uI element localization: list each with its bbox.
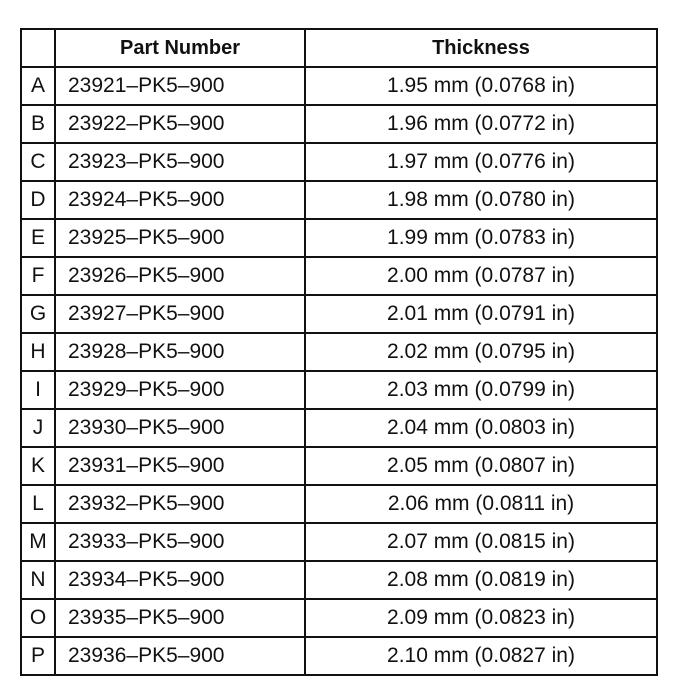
- thickness-cell: 2.00 mm (0.0787 in): [305, 257, 657, 295]
- part-number-cell: 23931–PK5–900: [55, 447, 305, 485]
- row-letter: J: [21, 409, 55, 447]
- thickness-cell: 2.08 mm (0.0819 in): [305, 561, 657, 599]
- part-number-cell: 23922–PK5–900: [55, 105, 305, 143]
- row-letter: C: [21, 143, 55, 181]
- part-number-cell: 23928–PK5–900: [55, 333, 305, 371]
- table-row: [21, 295, 657, 333]
- part-number-cell: 23923–PK5–900: [55, 143, 305, 181]
- row-letter: I: [21, 371, 55, 409]
- header-part-number: Part Number: [55, 29, 305, 67]
- part-number-cell: 23921–PK5–900: [55, 67, 305, 105]
- thickness-cell: 2.01 mm (0.0791 in): [305, 295, 657, 333]
- thickness-cell: 2.02 mm (0.0795 in): [305, 333, 657, 371]
- row-letter: A: [21, 67, 55, 105]
- thickness-cell: 2.03 mm (0.0799 in): [305, 371, 657, 409]
- row-letter: B: [21, 105, 55, 143]
- table-row: [21, 409, 657, 447]
- table-row: [21, 219, 657, 257]
- table-row: [21, 371, 657, 409]
- table-row: [21, 105, 657, 143]
- thickness-cell: 2.09 mm (0.0823 in): [305, 599, 657, 637]
- table-row: [21, 637, 657, 675]
- header-thickness: Thickness: [305, 29, 657, 67]
- part-number-cell: 23926–PK5–900: [55, 257, 305, 295]
- part-number-cell: 23929–PK5–900: [55, 371, 305, 409]
- part-number-cell: 23925–PK5–900: [55, 219, 305, 257]
- table-row: [21, 523, 657, 561]
- row-letter: K: [21, 447, 55, 485]
- part-number-cell: 23932–PK5–900: [55, 485, 305, 523]
- part-number-cell: 23930–PK5–900: [55, 409, 305, 447]
- thickness-cell: 1.95 mm (0.0768 in): [305, 67, 657, 105]
- table-row: [21, 333, 657, 371]
- thickness-cell: 1.97 mm (0.0776 in): [305, 143, 657, 181]
- thickness-cell: 1.96 mm (0.0772 in): [305, 105, 657, 143]
- table-row: [21, 561, 657, 599]
- table-row: [21, 143, 657, 181]
- part-number-cell: 23936–PK5–900: [55, 637, 305, 675]
- shim-thickness-table: [20, 28, 658, 676]
- part-number-cell: 23924–PK5–900: [55, 181, 305, 219]
- thickness-cell: 1.98 mm (0.0780 in): [305, 181, 657, 219]
- thickness-cell: 2.07 mm (0.0815 in): [305, 523, 657, 561]
- table-row: [21, 447, 657, 485]
- row-letter: F: [21, 257, 55, 295]
- thickness-cell: 2.06 mm (0.0811 in): [305, 485, 657, 523]
- row-letter: M: [21, 523, 55, 561]
- table-row: [21, 67, 657, 105]
- row-letter: L: [21, 485, 55, 523]
- header-row: [21, 29, 657, 67]
- thickness-cell: 1.99 mm (0.0783 in): [305, 219, 657, 257]
- part-number-cell: 23933–PK5–900: [55, 523, 305, 561]
- part-number-cell: 23934–PK5–900: [55, 561, 305, 599]
- row-letter: G: [21, 295, 55, 333]
- thickness-cell: 2.04 mm (0.0803 in): [305, 409, 657, 447]
- thickness-cell: 2.05 mm (0.0807 in): [305, 447, 657, 485]
- table-row: [21, 599, 657, 637]
- part-number-cell: 23927–PK5–900: [55, 295, 305, 333]
- row-letter: P: [21, 637, 55, 675]
- table-row: [21, 181, 657, 219]
- row-letter: N: [21, 561, 55, 599]
- header-letter: [21, 29, 55, 67]
- row-letter: H: [21, 333, 55, 371]
- table-row: [21, 485, 657, 523]
- row-letter: O: [21, 599, 55, 637]
- table-row: [21, 257, 657, 295]
- row-letter: D: [21, 181, 55, 219]
- thickness-cell: 2.10 mm (0.0827 in): [305, 637, 657, 675]
- row-letter: E: [21, 219, 55, 257]
- part-number-cell: 23935–PK5–900: [55, 599, 305, 637]
